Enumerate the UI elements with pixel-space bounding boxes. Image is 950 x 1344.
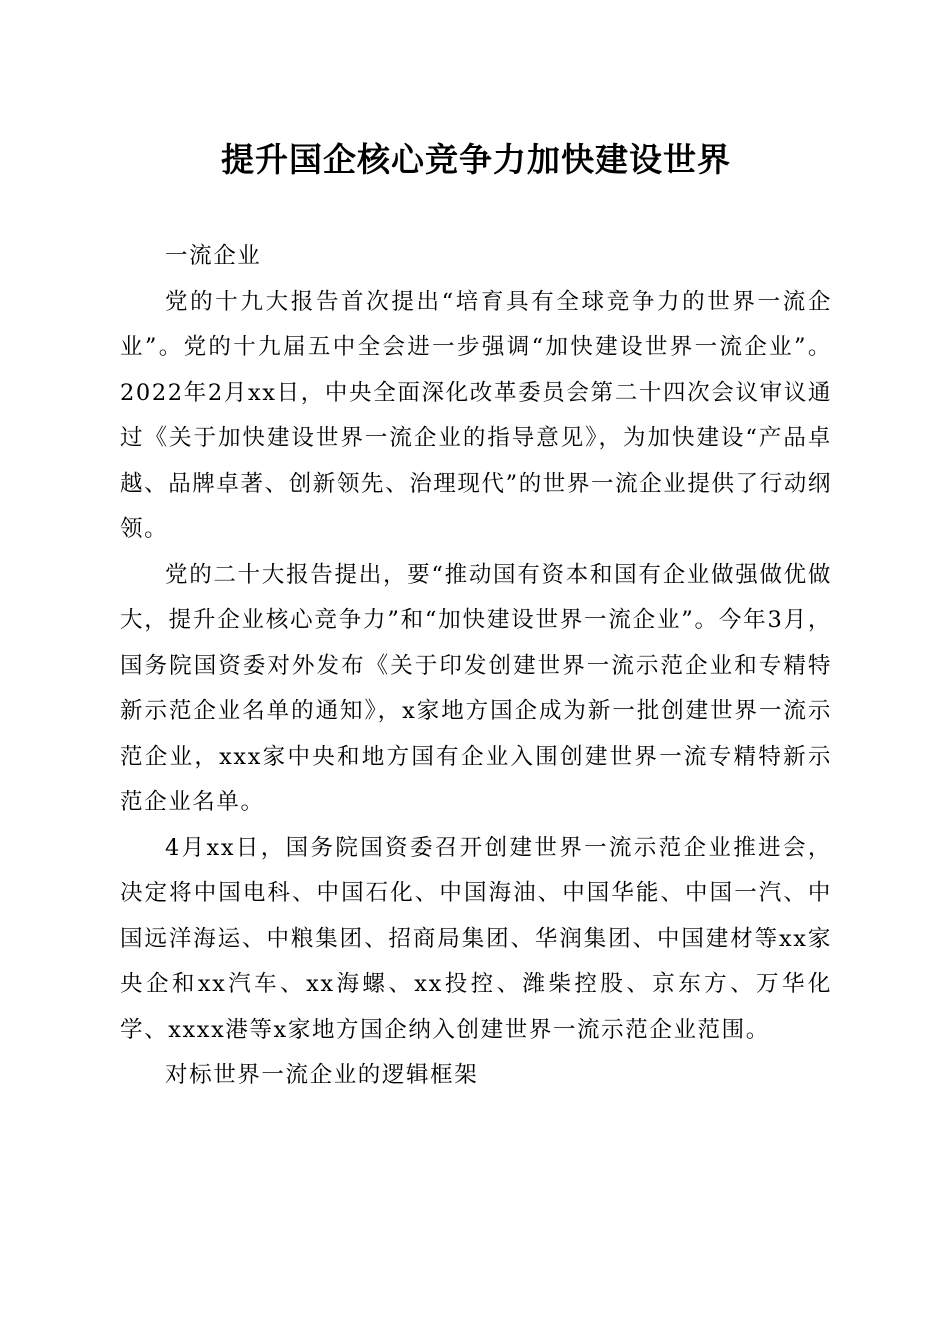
document-body — [120, 234, 832, 1099]
paragraph-april-meeting: 4月xx日，国务院国资委召开创建世界一流示范企业推进会，决定将中国电科、中国石化、中国海油、中国华能、中国一汽、中国远洋海运、中粮集团、招商局集团、华润集团、中国建材等xx家央企和xx汽车、xx海螺、xx投控、潍柴控股、京东方、万华化学、xxxx港等x家地方国企纳入创建世界一流示范企业范围。 — [120, 834, 832, 1043]
paragraph-nineteenth-congress: 党的十九大报告首次提出“培育具有全球竞争力的世界一流企业”。党的十九届五中全会进一步强调“加快建设世界一流企业”。2022年2月xx日，中央全面深化改革委员会第二十四次会议审议通过《关于加快建设世界一流企业的指导意见》，为加快建设“产品卓越、品牌卓著、创新领先、治理现代”的世界一流企业提供了行动纲领。 — [120, 288, 833, 542]
paragraph-twentieth-congress: 党的二十大报告提出，要“推动国有资本和国有企业做强做优做大，提升企业核心竞争力”和“加快建设世界一流企业”。今年3月，国务院国资委对外发布《关于印发创建世界一流示范企业和专精特新示范企业名单的通知》，x家地方国企成为新一批创建世界一流示范企业，xxx家中央和地方国有企业入围创建世界一流专精特新示范企业名单。 — [120, 561, 832, 815]
paragraph-subtitle-continuation: 一流企业 — [165, 243, 262, 269]
paragraph-section-heading: 对标世界一流企业的逻辑框架 — [165, 1062, 479, 1088]
document-title: 提升国企核心竞争力加快建设世界 — [221, 140, 731, 179]
